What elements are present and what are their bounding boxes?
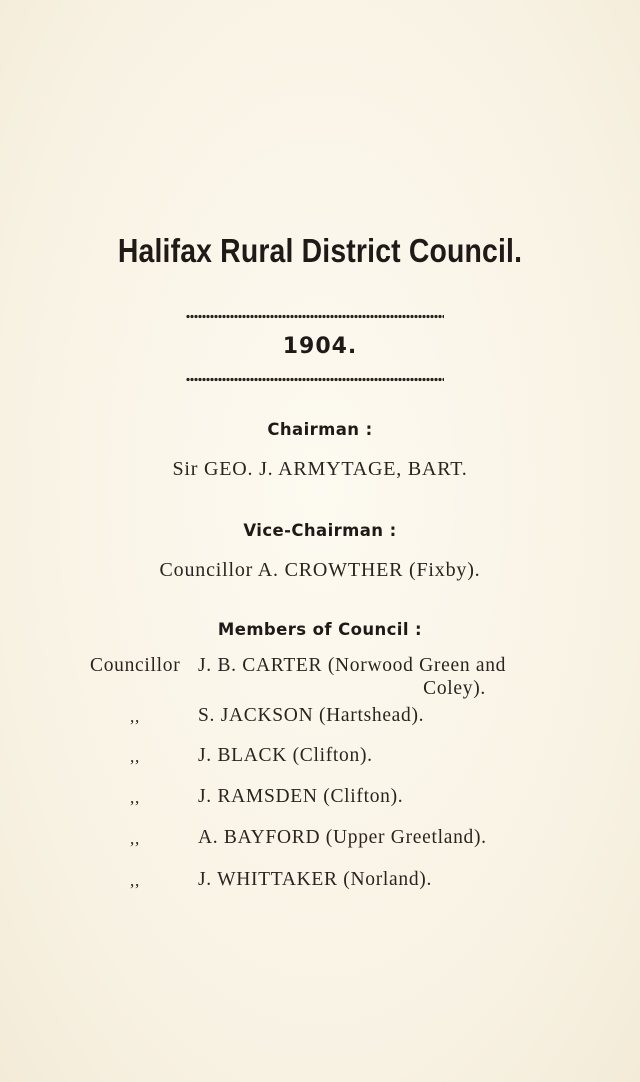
dotted-rule-top — [186, 314, 444, 319]
member-name: J. RAMSDEN (Clifton). — [198, 786, 404, 807]
chairman-heading: Chairman : — [267, 420, 373, 439]
members-heading: Members of Council : — [217, 620, 423, 639]
ditto-mark: ,, — [130, 707, 140, 726]
member-name: J. BLACK (Clifton). — [198, 745, 373, 766]
councillor-prefix: Councillor — [90, 655, 181, 676]
member-name: J. WHITTAKER (Norland). — [198, 869, 433, 890]
ditto-mark: ,, — [130, 747, 140, 766]
vice-chairman-name: Councillor A. CROWTHER (Fixby). — [159, 559, 481, 581]
member-name: A. BAYFORD (Upper Greetland). — [198, 827, 487, 848]
council-title: Halifax Rural District Council. — [117, 232, 523, 269]
vice-chairman-heading: Vice-Chairman : — [243, 521, 397, 540]
member-continuation: Coley). — [423, 678, 486, 699]
ditto-mark: ,, — [130, 871, 140, 890]
member-name: J. B. CARTER (Norwood Green and — [198, 655, 507, 676]
chairman-name: Sir GEO. J. ARMYTAGE, BART. — [172, 458, 468, 480]
ditto-mark: ,, — [130, 788, 140, 807]
dotted-rule-bottom — [186, 377, 444, 382]
ditto-mark: ,, — [130, 829, 140, 848]
member-name: S. JACKSON (Hartshead). — [198, 705, 425, 726]
year-heading: 1904. — [282, 334, 358, 359]
